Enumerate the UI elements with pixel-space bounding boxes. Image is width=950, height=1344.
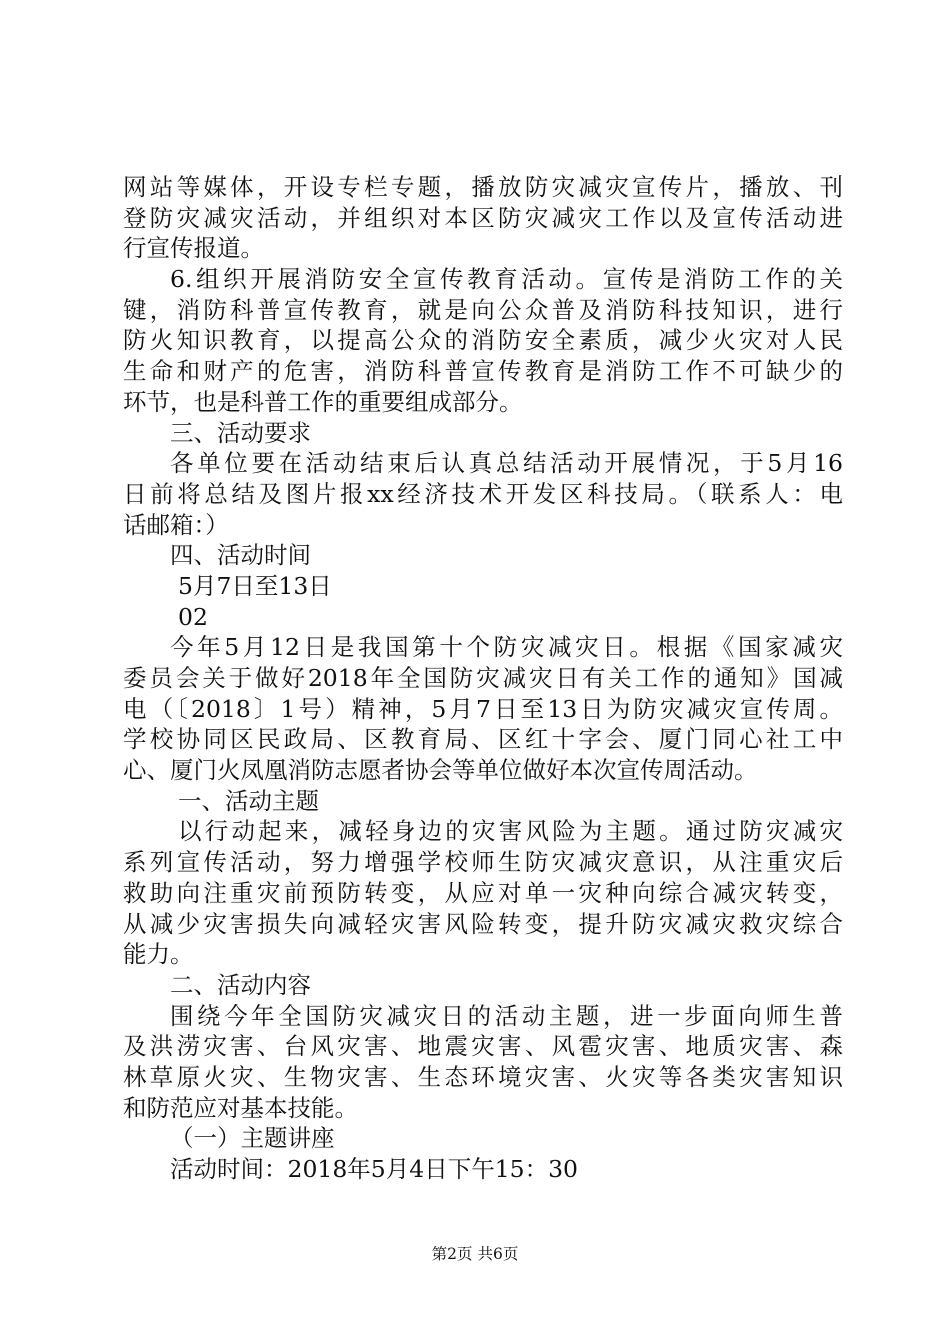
text-line: 今年5月12日是我国第十个防灾减灾日。根据《国家减灾 — [170, 633, 843, 662]
text-line: 电（〔2018〕1号）精神，5月7日至13日为防灾减灾宣传周。 — [123, 694, 843, 723]
text-line: 网站等媒体，开设专栏专题，播放防灾减灾宣传片，播放、刊 — [123, 173, 843, 201]
text-line: 生命和财产的危害，消防科普宣传教育是消防工作不可缺少的 — [123, 357, 843, 386]
text-line: 围绕今年全国防灾减灾日的活动主题，进一步面向师生普 — [170, 1001, 843, 1030]
text-line: 活动时间：2018年5月4日下午15：30 — [170, 1155, 579, 1183]
text-line: 行宣传报道。 — [123, 234, 264, 263]
text-line: 能力。 — [123, 940, 194, 969]
text-line: 委员会关于做好2018年全国防灾减灾日有关工作的通知》国减 — [123, 664, 843, 692]
text-line: 从减少灾害损失向减轻灾害风险转变，提升防灾减灾救灾综合 — [123, 909, 843, 938]
text-line: 二、活动内容 — [170, 970, 311, 999]
text-line: 6.组织开展消防安全宣传教育活动。宣传是消防工作的关 — [170, 265, 843, 294]
text-line: 学校协同区民政局、区教育局、区红十字会、厦门同心社工中 — [123, 725, 843, 754]
page-footer: 第2页 共6页 — [431, 1245, 519, 1263]
text-line: 各单位要在活动结束后认真总结活动开展情况，于5月16 — [170, 449, 843, 478]
text-line: 键，消防科普宣传教育，就是向公众普及消防科技知识，进行 — [123, 295, 843, 324]
text-line: 防火知识教育，以提高公众的消防安全素质，减少火灾对人民 — [123, 326, 843, 355]
text-line: 一、活动主题 — [178, 786, 319, 815]
text-line: 林草原火灾、生物灾害、生态环境灾害、火灾等各类灾害知识 — [123, 1062, 843, 1091]
text-line: 三、活动要求 — [170, 418, 311, 447]
text-line: 系列宣传活动，努力增强学校师生防灾减灾意识，从注重灾后 — [123, 848, 843, 877]
document-body — [123, 172, 843, 1185]
text-line: 话邮箱：） — [123, 510, 229, 539]
text-line: 四、活动时间 — [170, 541, 311, 570]
text-line: 环节，也是科普工作的重要组成部分。 — [123, 387, 523, 416]
text-line: 及洪涝灾害、台风灾害、地震灾害、风雹灾害、地质灾害、森 — [123, 1032, 843, 1061]
text-line: 5月7日至13日 — [178, 571, 332, 600]
text-line: 以行动起来，减轻身边的灾害风险为主题。通过防灾减灾 — [178, 817, 843, 846]
text-line: 救助向注重灾前预防转变，从应对单一灾种向综合减灾转变， — [123, 878, 843, 907]
text-line: 日前将总结及图片报xx经济技术开发区科技局。（联系人：电 — [123, 479, 843, 508]
text-line: 02 — [178, 602, 208, 631]
text-line: （一）主题讲座 — [170, 1124, 335, 1153]
text-line: 登防灾减灾活动，并组织对本区防灾减灾工作以及宣传活动进 — [123, 203, 843, 232]
text-line: 心、厦门火凤凰消防志愿者协会等单位做好本次宣传周活动。 — [123, 756, 758, 785]
text-line: 和防范应对基本技能。 — [123, 1093, 358, 1122]
